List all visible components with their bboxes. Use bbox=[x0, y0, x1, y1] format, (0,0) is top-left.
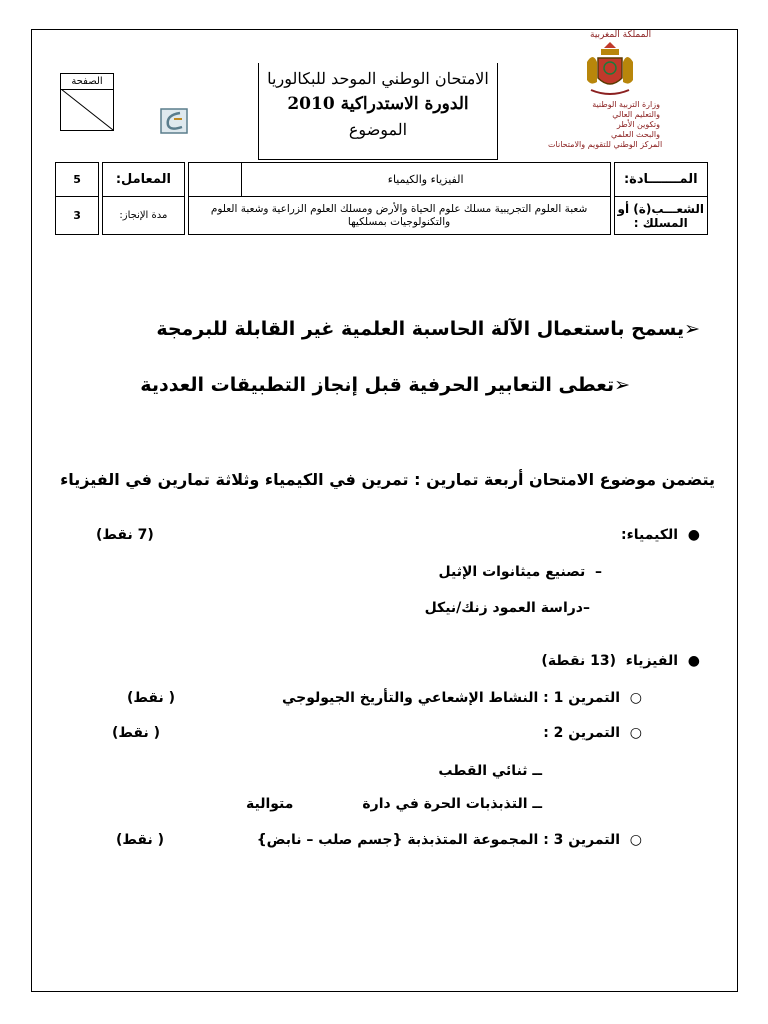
exam-title-box bbox=[258, 63, 498, 160]
exercise-2-item: ــ ثنائي القطب bbox=[438, 763, 542, 779]
physics-exercise-1: ○ التمرين 1 : النشاط الإشعاعي والتأريخ الجيولوجي bbox=[281, 690, 642, 706]
branch-label: الشعـــب(ة) أو المسلك : bbox=[614, 197, 707, 235]
coefficient-label: المعامل: bbox=[103, 163, 184, 197]
chemistry-item: – تصنيع ميثانوات الإثيل bbox=[438, 564, 602, 580]
circle-bullet-icon: ○ bbox=[629, 725, 642, 741]
physics-exercise-3: ○ التمرين 3 : المجموعة المتذبذبة {جسم صلب – نابض} bbox=[256, 832, 642, 848]
ministry-line: وتكوين الأطر bbox=[616, 120, 660, 129]
empty-cell bbox=[188, 163, 241, 197]
exercise-3-points: ( نقط) bbox=[116, 832, 164, 848]
exercise-2-item-suffix: متوالية bbox=[246, 796, 294, 812]
page-number-box bbox=[60, 73, 114, 131]
arrow-bullet-icon: ➢ bbox=[614, 374, 630, 396]
branch-value: شعبة العلوم التجريبية مسلك علوم الحياة والأرض ومسلك العلوم الزراعية وشعبة العلوم والتكنولوجيات بمسلكيها bbox=[188, 197, 610, 235]
ministry-name bbox=[548, 100, 663, 150]
exam-subject-heading: الموضوع bbox=[348, 120, 408, 139]
ministry-line: والبحث العلمي bbox=[611, 130, 660, 139]
subject-value: الفيزياء والكيمياء bbox=[241, 163, 610, 197]
physics-heading: ● الفيزياء (13 نقطة) bbox=[541, 653, 700, 669]
exam-session: الدورة الاستدراكية 2010 bbox=[287, 94, 469, 114]
bullet-dot-icon: ● bbox=[687, 527, 700, 543]
ministry-line: المركز الوطني للتقويم والامتحانات bbox=[548, 140, 663, 149]
circle-bullet-icon: ○ bbox=[629, 690, 642, 706]
duration-label: مدة الإنجاز: bbox=[103, 197, 184, 235]
exam-title: الامتحان الوطني الموحد للبكالوريا bbox=[267, 69, 489, 88]
bullet-dot-icon: ● bbox=[687, 653, 700, 669]
exam-info-table bbox=[55, 162, 708, 235]
instruction-calculator: ➢يسمح باستعمال الآلة الحاسبة العلمية غير القابلة للبرمجة bbox=[156, 318, 700, 340]
subject-label: المـــــــادة: bbox=[614, 163, 707, 197]
circle-bullet-icon: ○ bbox=[629, 832, 642, 848]
kingdom-title: المملكة المغربية bbox=[590, 30, 652, 40]
page-label: الصفحة bbox=[61, 74, 113, 90]
page-box-diagonal bbox=[61, 89, 113, 130]
ministry-line: والتعليم العالي bbox=[612, 110, 660, 119]
duration-value: 3 bbox=[56, 197, 99, 235]
arrow-bullet-icon: ➢ bbox=[684, 318, 700, 340]
exam-intro: يتضمن موضوع الامتحان أربعة تمارين : تمرين في الكيمياء وثلاثة تمارين في الفيزياء bbox=[60, 470, 715, 489]
instruction-literal-expressions: ➢تعطى التعابير الحرفية قبل إنجاز التطبيقات العددية bbox=[140, 374, 630, 396]
exam-center-logo bbox=[160, 105, 190, 135]
coefficient-value: 5 bbox=[56, 163, 99, 197]
exercise-2-item: ــ التذبذبات الحرة في دارة bbox=[362, 796, 542, 812]
coat-of-arms-emblem bbox=[583, 40, 637, 100]
chemistry-item: –دراسة العمود زنك/نيكل bbox=[424, 600, 590, 616]
exercise-1-points: ( نقط) bbox=[127, 690, 175, 706]
ministry-line: وزارة التربية الوطنية bbox=[592, 100, 660, 109]
chemistry-heading: ● الكيمياء: bbox=[621, 527, 700, 543]
exercise-2-points: ( نقط) bbox=[112, 725, 160, 741]
chemistry-points: (7 نقط) bbox=[96, 527, 154, 543]
physics-exercise-2: ○ التمرين 2 : bbox=[543, 725, 642, 741]
